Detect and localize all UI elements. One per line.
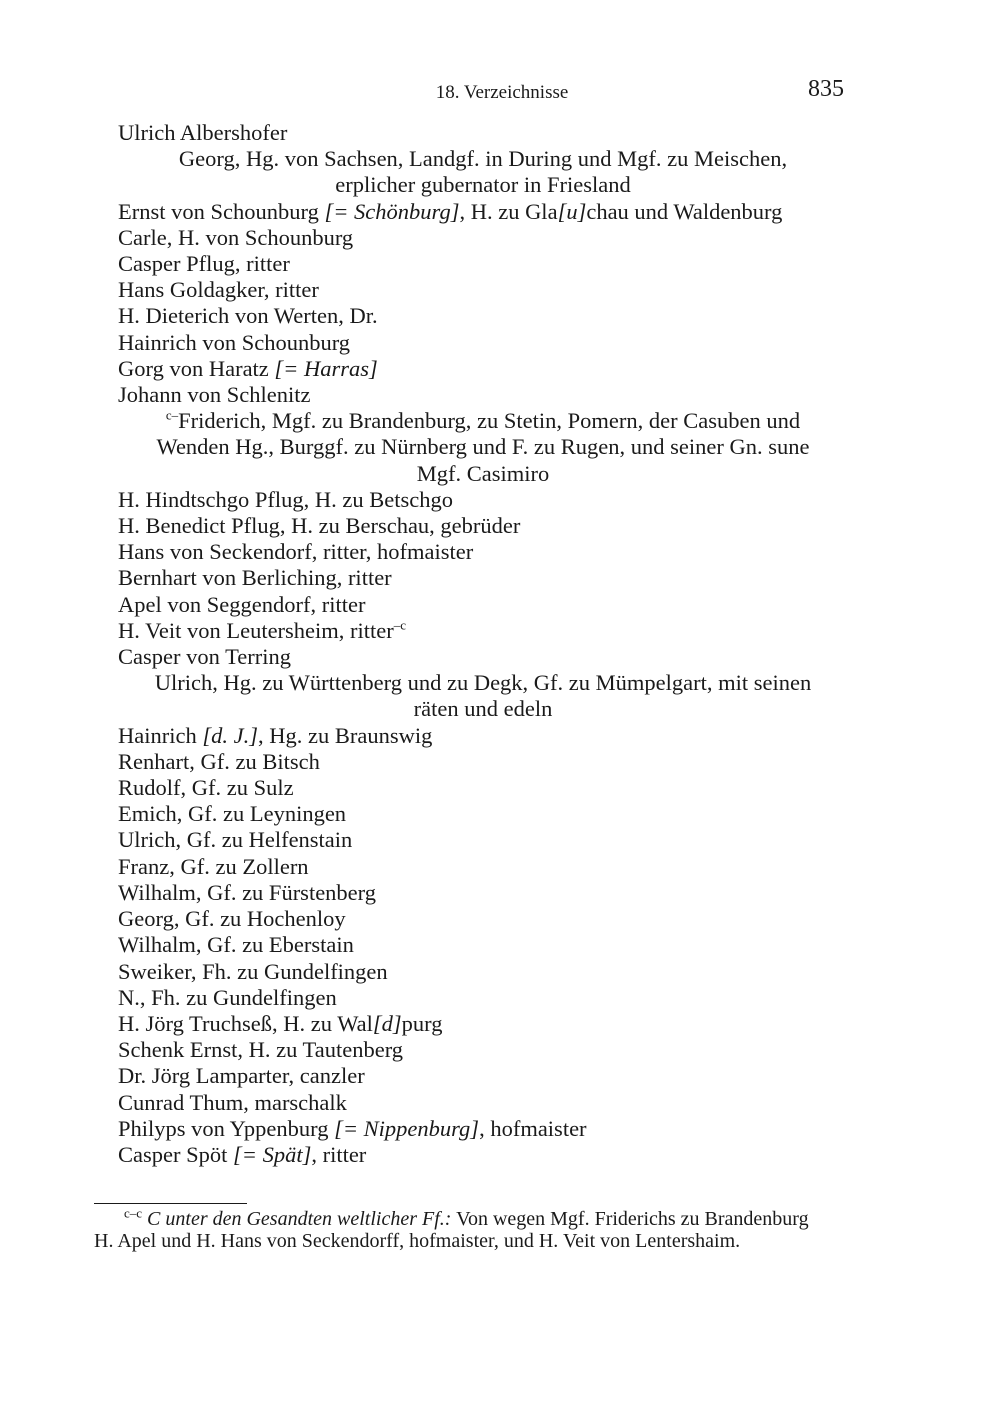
list-item [118,1142,848,1168]
text: , ritter [311,1141,367,1167]
text: , H. zu Gla [459,198,558,224]
heading-line: Mgf. Casimiro [416,460,550,486]
list-item [118,1116,848,1142]
heading-line: Wenden Hg., Burggf. zu Nürnberg und F. zu Rugen, und seiner Gn. sune [156,434,810,460]
list-item: Franz, Gf. zu Zollern [118,853,309,879]
list-item: Cunrad Thum, marschalk [118,1089,347,1115]
list-item: Casper von Terring [118,644,291,670]
editorial-note: [d] [372,1010,402,1036]
page-number: 835 [808,76,844,102]
footnote-marker: c– [165,407,179,423]
list-item: Bernhart von Berliching, ritter [118,565,392,591]
footnote-line [94,1205,854,1230]
footnote-marker: c–c [124,1205,143,1221]
text: Casper Spöt [118,1141,233,1167]
heading-line: Friderich, Mgf. zu Brandenburg, zu Stetin, Pomern, der Casuben und [178,408,801,434]
list-item: Hainrich von Schounburg [118,329,351,355]
list-item: H. Benedict Pflug, H. zu Berschau, gebrüder [118,513,521,539]
text: , Hg. zu Braunswig [257,722,433,748]
text: Ernst von Schounburg [118,198,325,224]
running-header: 18. Verzeichnisse [435,82,569,103]
editorial-note: [d. J.] [202,722,258,748]
list-item: Wilhalm, Gf. zu Eberstain [118,932,354,958]
list-item: Ulrich Albershofer [118,120,288,145]
list-item [118,356,848,382]
editorial-note: [u] [557,198,587,224]
editorial-note: [= Nippenburg] [334,1115,480,1141]
list-item [118,199,848,225]
list-item: H. Dieterich von Werten, Dr. [118,303,378,329]
list-item: Wilhalm, Gf. zu Fürstenberg [118,879,377,905]
section-heading [118,146,848,198]
list-item: Rudolf, Gf. zu Sulz [118,775,294,801]
text: H. Jörg Truchseß, H. zu Wal [118,1010,373,1036]
footnote-source: C unter den Gesandten weltlicher Ff.: [147,1208,452,1230]
footnote-marker: –c [393,617,407,633]
list-item: Johann von Schlenitz [118,382,311,408]
text: Philyps von Yppenburg [118,1115,335,1141]
list-item: Carle, H. von Schounburg [118,224,354,250]
list-item: Hans Goldagker, ritter [118,277,319,303]
list-item: Schenk Ernst, H. zu Tautenberg [118,1037,404,1063]
footnote-text: Von wegen Mgf. Friderichs zu Brandenburg [451,1208,809,1230]
editorial-note: [= Spät] [233,1141,312,1167]
section-heading [118,408,848,487]
list-item: Sweiker, Fh. zu Gundelfingen [118,958,388,984]
text: , hofmaister [479,1115,587,1141]
list-item [118,618,848,644]
list-item: Casper Pflug, ritter [118,251,290,277]
list-item: Hans von Seckendorf, ritter, hofmaister [118,539,474,565]
list-item: Apel von Seggendorf, ritter [118,591,366,617]
footnote [94,1205,854,1252]
list-item: H. Hindtschgo Pflug, H. zu Betschgo [118,486,453,512]
list-item: N., Fh. zu Gundelfingen [118,984,337,1010]
heading-line: Ulrich, Hg. zu Württenberg und zu Degk, Gf. zu Mümpelgart, mit seinen [154,670,812,696]
heading-line: räten und edeln [413,696,553,722]
footnote-divider [94,1203,247,1204]
text: Gorg von Haratz [118,355,275,381]
list-of-names [118,120,848,1168]
text: H. Veit von Leutersheim, ritter [118,617,394,643]
text: purg [401,1010,443,1036]
section-heading [118,670,848,722]
heading-line: erplicher gubernator in Friesland [335,172,631,198]
editorial-note: [= Schönburg] [324,198,460,224]
list-item: Renhart, Gf. zu Bitsch [118,748,320,774]
list-item: Dr. Jörg Lamparter, canzler [118,1063,365,1089]
text: Hainrich [118,722,203,748]
text: chau und Waldenburg [586,198,783,224]
list-item [118,1011,848,1037]
footnote-line: H. Apel und H. Hans von Seckendorff, hofmaister, und H. Veit von Lentershaim. [94,1230,741,1252]
list-item: Georg, Gf. zu Hochenloy [118,906,346,932]
heading-line: Georg, Hg. von Sachsen, Landgf. in During und Mgf. zu Meischen, [178,146,788,172]
list-item [118,723,848,749]
list-item: Emich, Gf. zu Leyningen [118,801,347,827]
editorial-note: [= Harras] [274,355,378,381]
list-item: Ulrich, Gf. zu Helfenstain [118,827,353,853]
